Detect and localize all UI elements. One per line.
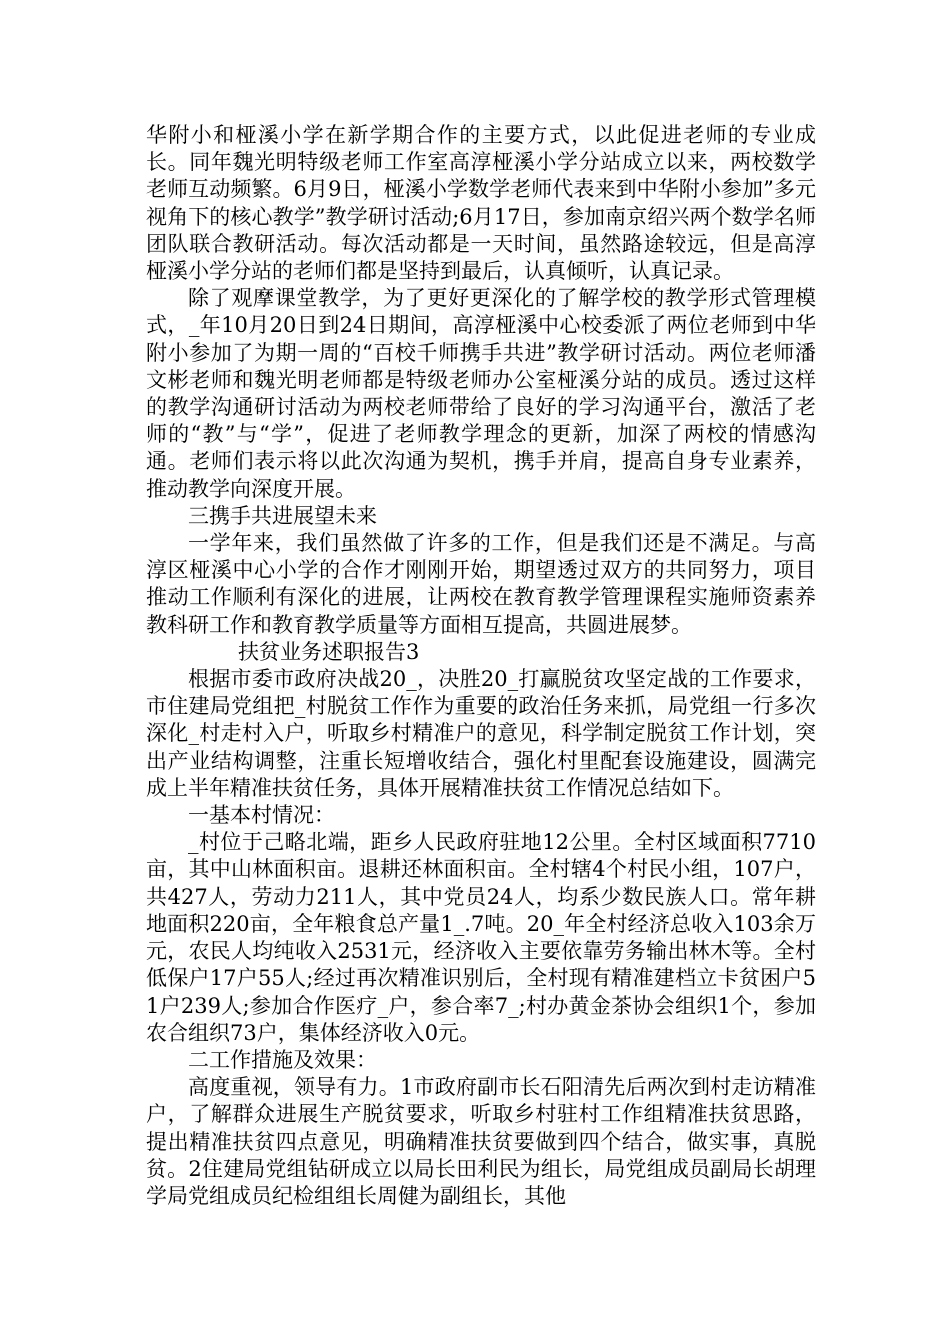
report-title: 扶贫业务述职报告3 bbox=[238, 639, 420, 664]
paragraph-cooperation-activities: 华附小和桠溪小学在新学期合作的主要方式，以此促进老师的专业成长。同年魏光明特级老师工作室高淳桠溪小学分站成立以来，两校数学老师互动频繁。6月9日，桠溪小学数学老师代表来到中华附小参加”多元视角下的核心教学”教学研讨活动;6月17日，参加南京绍兴两个数学名师团队联合教研活动。每次活动都是一天时间，虽然路途较远，但是高淳桠溪小学分站的老师们都是坚持到最后，认真倾听，认真记录。 bbox=[146, 123, 816, 284]
paragraph-outlook: 一学年来，我们虽然做了许多的工作，但是我们还是不满足。与高淳区桠溪中心小学的合作才刚刚开始，期望透过双方的共同努力，项目推动工作顺利有深化的进展，让两校在教育教学管理课程实施师资素养教科研工作和教育教学质量等方面相互提高，共圆进展梦。 bbox=[146, 531, 816, 637]
paragraph-village-info: _村位于己略北端，距乡人民政府驻地12公里。全村区域面积7710亩，其中山林面积亩。退耕还林面积亩。全村辖4个村民小组，107户，共427人，劳动力211人，其中党员24人，均系少数民族人口。常年耕地面积220亩，全年粮食总产量1_.7吨。20_年全村经济总收入103余万元，农民人均纯收入2531元，经济收入主要依靠劳务输出林木等。全村低保户17户55人;经过再次精准识别后，全村现有精准建档立卡贫困户51户239人;参加合作医疗_户，参合率7_;村办黄金茶协会组织1个，参加农合组织73户，集体经济收入0元。 bbox=[146, 830, 816, 1045]
section-heading-outlook: 三携手共进展望未来 bbox=[188, 503, 377, 528]
document-body bbox=[146, 122, 816, 1210]
paragraph-report-intro: 根据市委市政府决战20_，决胜20_打赢脱贫攻坚定战的工作要求，市住建局党组把_村脱贫工作作为重要的政治任务来抓，局党组一行多次深化_村走村入户，听取乡村精准户的意见，科学制定脱贫工作计划，突出产业结构调整，注重长短增收结合，强化村里配套设施建设，圆满完成上半年精准扶贫任务，具体开展精准扶贫工作情况总结如下。 bbox=[146, 667, 816, 800]
section-heading-village-info: 一基本村情况： bbox=[188, 803, 335, 828]
paragraph-measures: 高度重视，领导有力。1市政府副市长石阳清先后两次到村走访精准户，了解群众进展生产脱贫要求，听取乡村驻村工作组精准扶贫思路，提出精准扶贫四点意见，明确精准扶贫要做到四个结合，做实事，真脱贫。2住建局党组钻研成立以局长田利民为组长，局党组成员副局长胡理学局党组成员纪检组组长周健为副组长，其他 bbox=[146, 1075, 816, 1208]
section-heading-measures: 二工作措施及效果： bbox=[188, 1047, 377, 1072]
paragraph-observation-exchange: 除了观摩课堂教学，为了更好更深化的了解学校的教学形式管理模式，_年10月20日到24日期间，高淳桠溪中心校委派了两位老师到中华附小参加了为期一周的“百校千师携手共进”教学研讨活动。两位老师潘文彬老师和魏光明老师都是特级老师办公室桠溪分站的成员。透过这样的教学沟通研讨活动为两校老师带给了良好的学习沟通平台，激活了老师的“教”与“学”，促进了老师教学理念的更新，加深了两校的情感沟通。老师们表示将以此次沟通为契机，携手并肩，提高自身专业素养，推动教学向深度开展。 bbox=[146, 286, 816, 501]
